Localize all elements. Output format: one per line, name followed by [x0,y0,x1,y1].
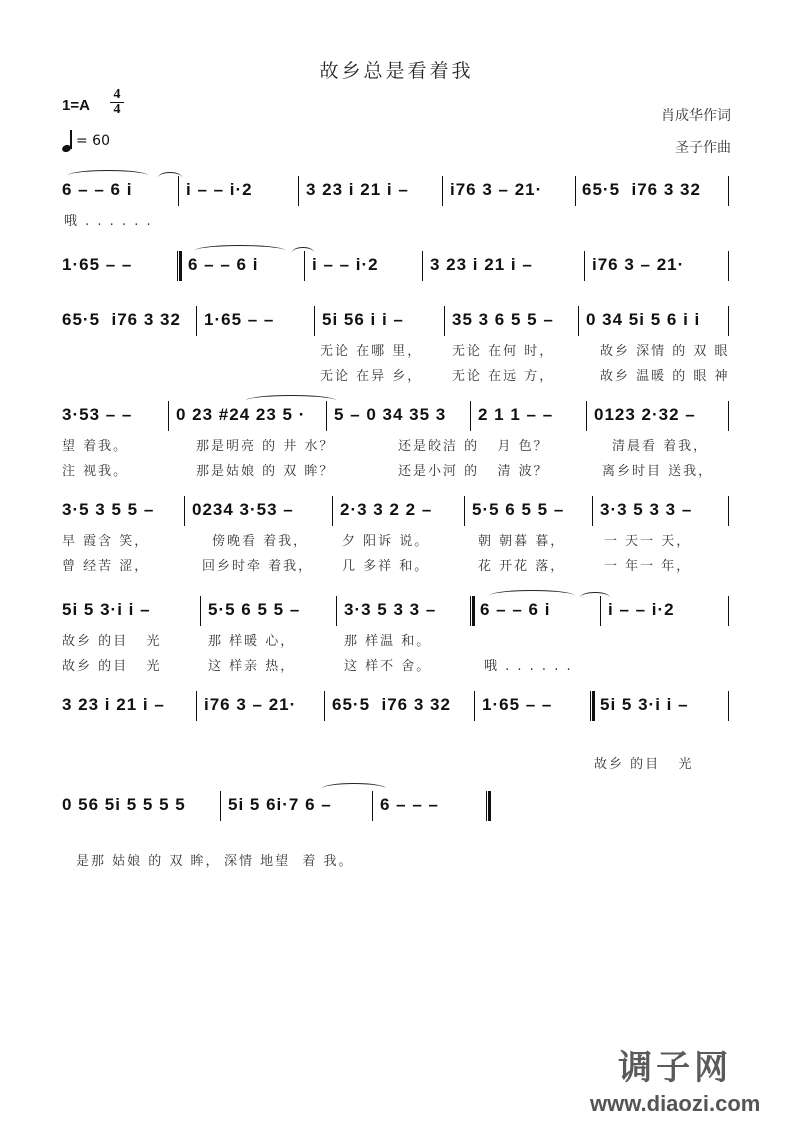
measure: 65·5 i76 3 32 [62,310,181,329]
measure: 65·5 i76 3 32 [582,180,701,199]
slur [195,245,285,256]
slur [322,783,386,794]
lyrics-verse-2: 故乡 温暖 的 眼 神 [600,369,730,384]
barline [728,496,729,526]
measure: 65·5 i76 3 32 [332,695,451,714]
measure: 0 56 5i 5 5 5 5 [62,795,186,814]
barline [464,496,465,526]
lyrics-verse-1: 清晨看 着我， [612,439,709,454]
repeat-end-barline [470,596,475,626]
measure: 5i 56 i i – [322,310,404,329]
lyrics-verse-2: 花 开花 落， [478,559,566,574]
measure: 0234 3·53 – [192,500,294,519]
barline [728,401,729,431]
barline [422,251,423,281]
slur [292,247,314,258]
barline [336,596,337,626]
barline [168,401,169,431]
measure: 5i 5 6i·7 6 – [228,795,332,814]
lyrics-verse-1: 那是明亮 的 井 水？ [196,439,335,454]
watermark [590,1040,760,1117]
lyrics-verse-1: 那 样温 和。 [344,634,432,649]
barline [298,176,299,206]
lyrics-line-1: 哦 . . . . . . [64,214,153,229]
lyrics-verse-1: 还是皎洁 的 月 色？ [398,439,549,454]
barline [728,251,729,281]
barline [332,496,333,526]
lyrics-verse-1: 夕 阳诉 说。 [342,534,430,549]
measure: 35 3 6 5 5 – [452,310,554,329]
measure: i – – i·2 [186,180,253,199]
measure: 2 1 1 – – [478,405,554,424]
lyrics-verse-1: 那 样暖 心， [208,634,296,649]
lyrics-verse-2: 曾 经苦 涩， [62,559,150,574]
slur [158,172,182,183]
lyrics-verse-2: 故乡 的目 光 [62,659,162,674]
measure: 3·3 5 3 3 – [600,500,693,519]
barline [442,176,443,206]
measure: 5 – 0 34 35 3 [334,405,447,424]
barline [584,251,585,281]
measure: 2·3 3 2 2 – [340,500,433,519]
lyrics-verse-1: 傍晚看 着我， [212,534,309,549]
time-signature-bottom: 4 [110,102,124,117]
lyrics-verse-2: 离乡时目 送我， [602,464,714,479]
measure: i76 3 – 21· [204,695,297,714]
slur [580,592,610,603]
lyrics-verse-2: 那是姑娘 的 双 眸？ [196,464,335,479]
measure: 5i 5 3·i i – [600,695,689,714]
measure: i76 3 – 21· [450,180,543,199]
barline [586,401,587,431]
measure: 5i 5 3·i i – [62,600,151,619]
barline [314,306,315,336]
quarter-note-icon [62,130,72,152]
measure: 1·65 – – [62,255,133,274]
measure: i – – i·2 [312,255,379,274]
lyrics-verse-1: 无论 在哪 里， [320,344,423,359]
lyrics-verse-1: 朝 朝暮 暮， [478,534,566,549]
final-barline [486,791,491,821]
measure: 3·5 3 5 5 – [62,500,155,519]
tempo-value: = 60 [76,133,110,149]
lyrics-verse-1: 故乡 的目 光 [594,757,694,772]
time-signature [110,88,124,117]
lyrics-verse-1: 故乡 的目 光 [62,634,162,649]
lyrics-verse-2: 一 年一 年， [604,559,692,574]
watermark-url: www.diaozi.com [590,1091,761,1116]
composer: 圣子作曲 [675,140,731,156]
lyrics-verse-2: 几 多祥 和。 [342,559,430,574]
barline [470,401,471,431]
measure: i76 3 – 21· [592,255,685,274]
time-signature-top: 4 [113,87,121,102]
measure: 6 – – 6 i [480,600,551,619]
barline [575,176,576,206]
barline [324,691,325,721]
measure: 3 23 i 21 i – [62,695,165,714]
key-signature: 1=A [62,97,90,114]
barline [196,691,197,721]
barline [474,691,475,721]
lyricist: 肖成华作词 [661,108,731,124]
barline [184,496,185,526]
lyrics-verse-2: 无论 在异 乡， [320,369,423,384]
watermark-name: 调子网 [618,1048,733,1088]
barline [578,306,579,336]
measure: 0 23 #24 23 5 · [176,405,306,424]
lyrics-verse-1: 一 天一 天， [604,534,692,549]
lyrics-verse-1: 早 霞含 笑， [62,534,150,549]
lyrics-verse-1: 无论 在何 时， [452,344,555,359]
lyrics-verse-1: 望 着我。 [62,439,129,454]
measure: 5·5 6 5 5 – [472,500,565,519]
measure: 6 – – – [380,795,439,814]
lyrics-verse-1: 故乡 深情 的 双 眼 [600,344,730,359]
tempo-marking [62,130,110,152]
measure: 0123 2·32 – [594,405,696,424]
measure: 1·65 – – [482,695,553,714]
measure: 3 23 i 21 i – [306,180,409,199]
measure: 6 – – 6 i [62,180,133,199]
slur [246,395,336,406]
measure: 3·3 5 3 3 – [344,600,437,619]
repeat-start-barline [177,251,182,281]
repeat-start-barline [590,691,595,721]
slur [68,170,148,181]
lyrics-verse-2: 注 视我。 [62,464,129,479]
measure: 3·53 – – [62,405,133,424]
barline [728,596,729,626]
measure: i – – i·2 [608,600,675,619]
barline [728,176,729,206]
lyrics-verse-2: 这 样不 舍。 [344,659,432,674]
barline [728,306,729,336]
lyrics-verse-1: 深情 地望 着 我。 [224,854,354,869]
measure: 0 34 5i 5 6 i i [586,310,701,329]
measure: 6 – – 6 i [188,255,259,274]
barline [200,596,201,626]
barline [196,306,197,336]
credits [661,100,731,164]
barline [444,306,445,336]
lyrics-verse-2: 回乡时牵 着我， [202,559,314,574]
barline [728,691,729,721]
barline [220,791,221,821]
lyrics-verse-2: 这 样亲 热， [208,659,296,674]
lyrics-verse-2: 无论 在远 方， [452,369,555,384]
measure: 1·65 – – [204,310,275,329]
barline [372,791,373,821]
measure: 5·5 6 5 5 – [208,600,301,619]
slur [490,590,574,601]
lyrics-verse-1: 是那 姑娘 的 双 眸， [76,854,221,869]
measure: 3 23 i 21 i – [430,255,533,274]
barline [592,496,593,526]
page-title: 故乡总是看着我 [319,60,474,82]
lyrics-verse-2: 还是小河 的 清 波？ [398,464,549,479]
lyrics-verse-2: 哦 . . . . . . [484,659,573,674]
